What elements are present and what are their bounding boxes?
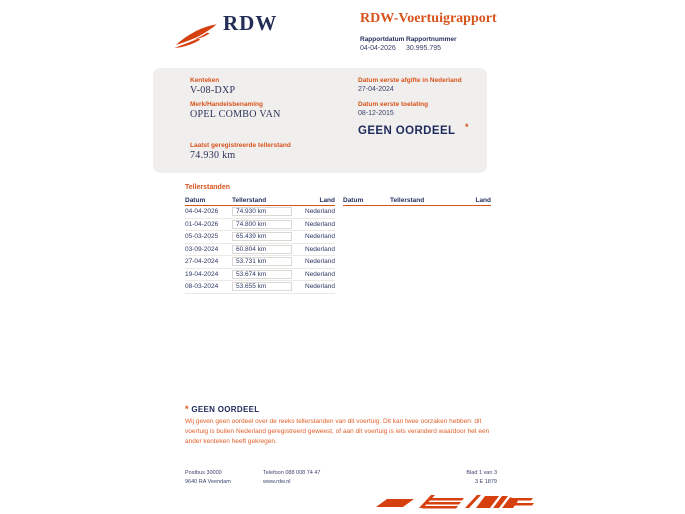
cell-datum: 27-04-2024 (185, 258, 219, 266)
cell-land: Nederland (305, 245, 335, 253)
footer-page-indicator: Blad 1 van 3 (466, 470, 497, 476)
cell-land: Nederland (305, 220, 335, 228)
col-header-land: Land (475, 197, 491, 204)
cell-tellerstand: 74.930 km (232, 207, 292, 216)
cell-tellerstand: 60.804 km (232, 245, 292, 254)
footer-address-line2: 9640 RA Veendam (185, 479, 231, 485)
cell-tellerstand: 74.800 km (232, 220, 292, 229)
oordeel-footnote (185, 404, 491, 447)
cell-datum: 03-09-2024 (185, 245, 219, 253)
cell-datum: 04-04-2026 (185, 208, 219, 216)
col-header-tellerstand: Tellerstand (232, 197, 267, 204)
col-header-land: Land (319, 197, 335, 204)
col-header-datum: Datum (343, 197, 364, 204)
tellerstand-value: 74.930 km (190, 150, 236, 161)
report-number-value: 30.995.795 (406, 45, 442, 52)
cell-land: Nederland (305, 208, 335, 216)
tellerstanden-table-right (343, 194, 491, 206)
cell-datum: 01-04-2026 (185, 220, 219, 228)
rdw-logo-text: RDW (223, 11, 278, 35)
cell-land: Nederland (305, 270, 335, 278)
footer-address-line1: Postbus 30000 (185, 470, 222, 476)
oordeel-asterisk: * (465, 122, 469, 132)
eerste-afgifte-label: Datum eerste afgifte in Nederland (358, 77, 462, 84)
oordeel-status: GEEN OORDEEL (358, 125, 456, 137)
cell-datum: 05-03-2025 (185, 233, 219, 241)
footer-website: www.rdw.nl (263, 479, 291, 485)
page-title: RDW-Voertuigrapport (360, 11, 497, 26)
cell-tellerstand: 53.731 km (232, 257, 292, 266)
kenteken-label: Kenteken (190, 77, 220, 84)
cell-tellerstand: 65.439 km (232, 232, 292, 241)
table-row (185, 244, 335, 257)
footer-contact (263, 469, 321, 487)
report-date-label: Rapportdatum (360, 36, 405, 43)
col-header-datum: Datum (185, 197, 206, 204)
cell-land: Nederland (305, 258, 335, 266)
table-header-row (185, 194, 335, 206)
cell-land: Nederland (305, 233, 335, 241)
footer-address (185, 469, 231, 487)
table-row (185, 256, 335, 269)
cell-tellerstand: 53.674 km (232, 270, 292, 279)
footnote-title-text: GEEN OORDEEL (191, 405, 260, 414)
table-row (185, 219, 335, 232)
table-row (185, 206, 335, 219)
footnote-title (185, 404, 491, 414)
table-row (185, 231, 335, 244)
eerste-toelating-label: Datum eerste toelating (358, 101, 429, 108)
footer-phone: Telefoon 088 008 74 47 (263, 470, 321, 476)
report-number-label: Rapportnummer (406, 36, 457, 43)
merk-value: OPEL COMBO VAN (190, 109, 281, 120)
footer-form-code: 3 E 1879 (474, 479, 497, 485)
speed-lines-graphic (372, 490, 534, 512)
footnote-asterisk: * (185, 404, 189, 414)
table-header-row (343, 194, 491, 206)
cell-datum: 19-04-2024 (185, 270, 219, 278)
col-header-tellerstand: Tellerstand (390, 197, 425, 204)
report-date-value: 04-04-2026 (360, 45, 396, 52)
vehicle-summary-card (153, 68, 487, 173)
tellerstanden-section-title: Tellerstanden (185, 184, 230, 191)
cell-land: Nederland (305, 283, 335, 291)
table-row (185, 269, 335, 282)
cell-datum: 08-03-2024 (185, 283, 219, 291)
footer-page-info (420, 469, 497, 487)
cell-tellerstand: 53.655 km (232, 282, 292, 291)
footnote-body: Wij geven geen oordeel over de reeks tellerstanden van dit voertuig. Dit kan twee oorzaken hebben: dit voertuig is buiten Nederland geregistreerd geweest, of aan dit voertuig is iets veranderd waardoor het een ander kenteken heeft gekregen. (185, 418, 490, 445)
merk-label: Merk/Handelsbenaming (190, 101, 263, 108)
eerste-afgifte-value: 27-04-2024 (358, 86, 394, 93)
tellerstanden-table-left (185, 194, 335, 294)
eerste-toelating-value: 08-12-2015 (358, 110, 394, 117)
rdw-wing-icon (172, 23, 218, 50)
kenteken-value: V-08-DXP (190, 85, 236, 96)
table-row (185, 281, 335, 294)
tellerstand-label: Laatst geregistreerde tellerstand (190, 142, 291, 149)
